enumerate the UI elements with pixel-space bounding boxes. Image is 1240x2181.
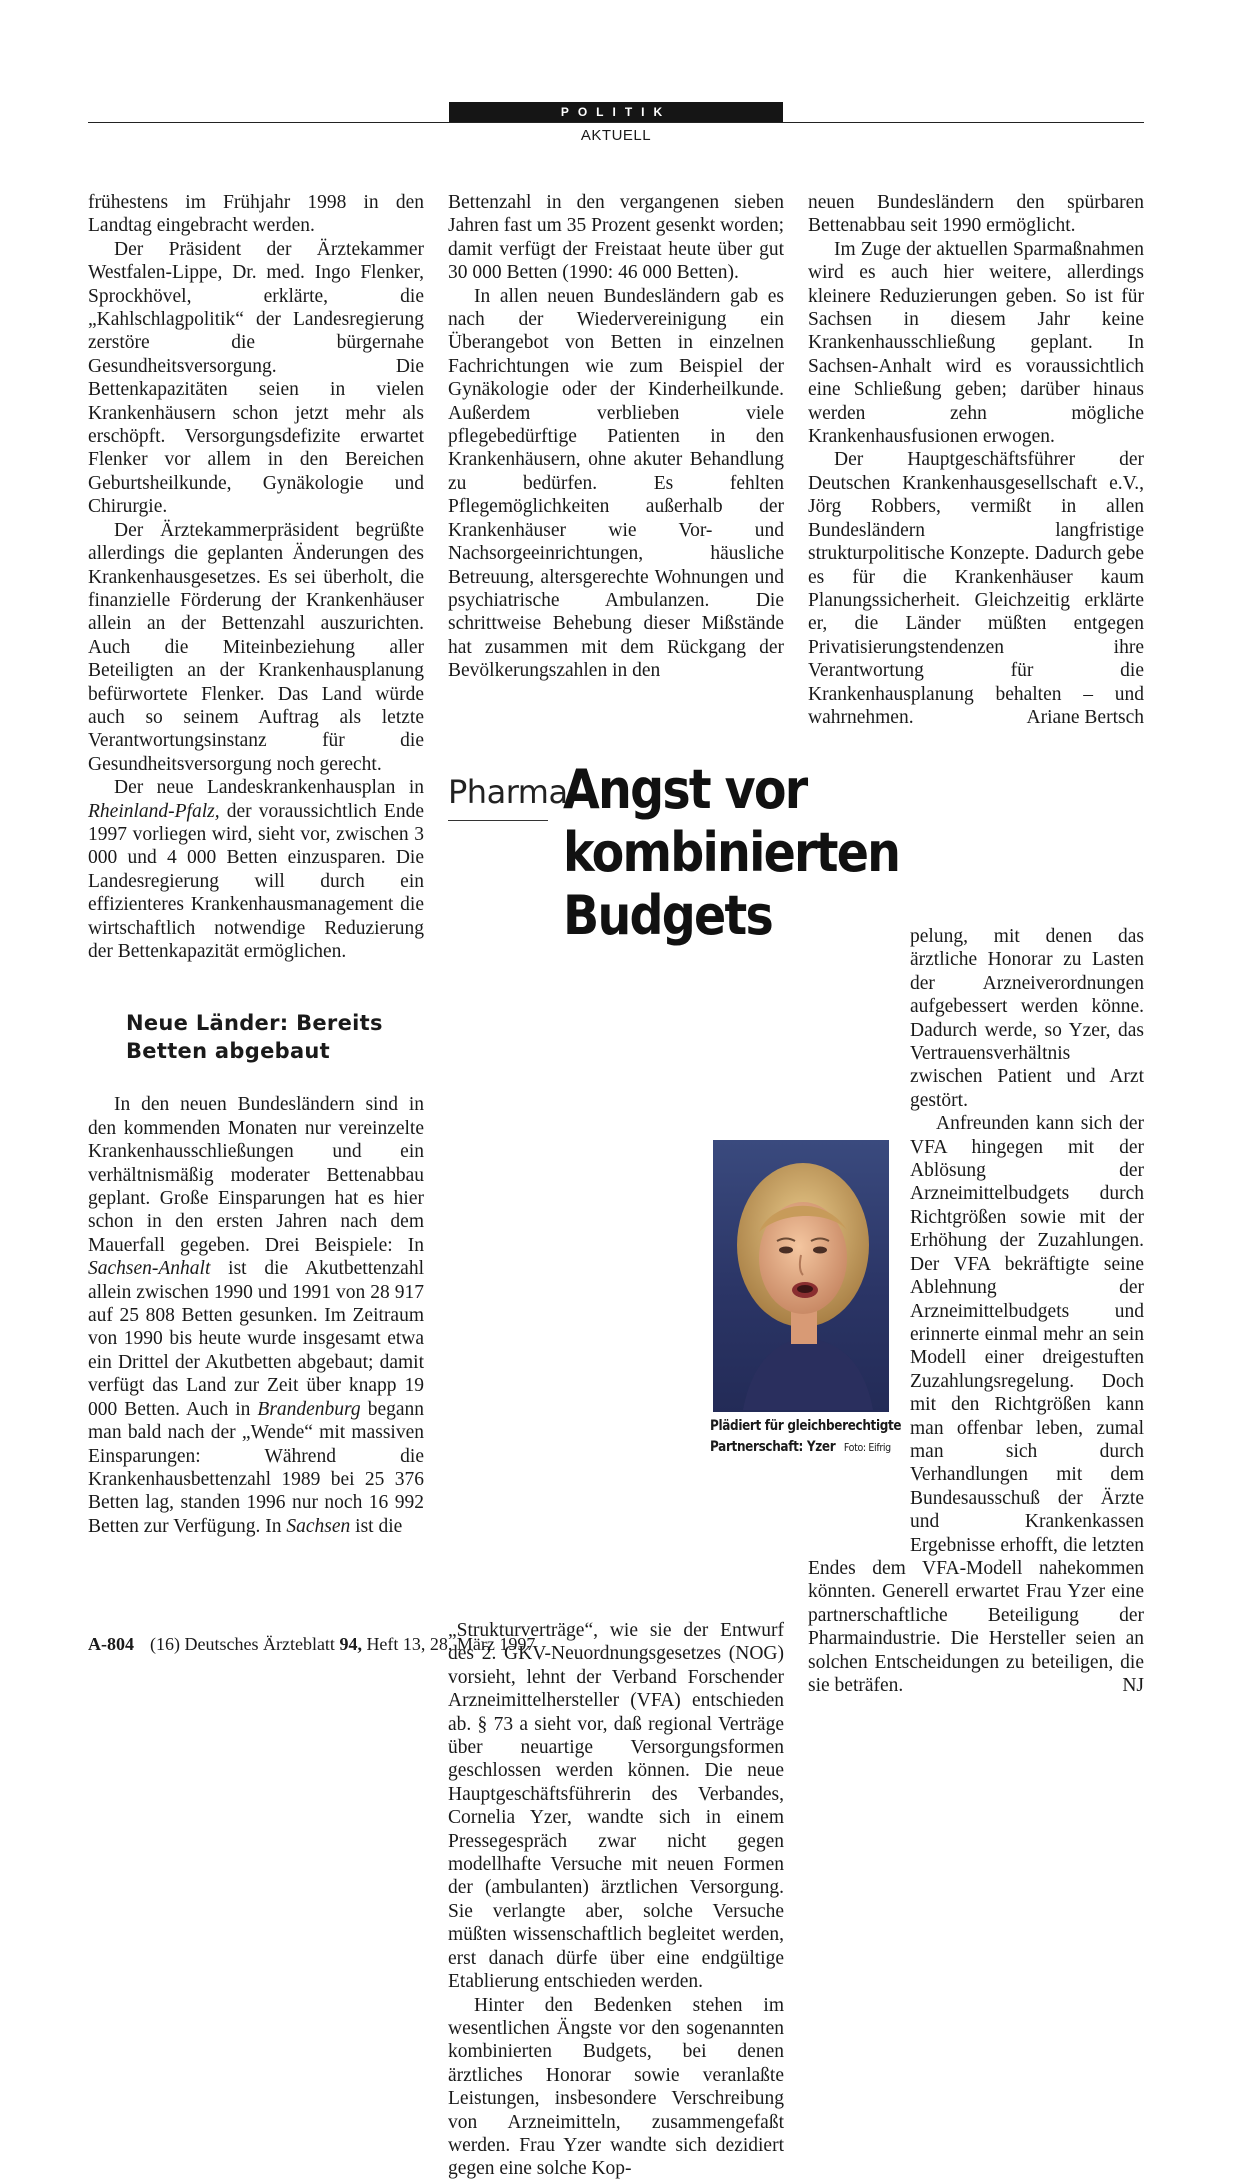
header-rule [88, 122, 1144, 123]
place-name: Sachsen [286, 1515, 351, 1537]
paragraph: neuen Bundesländern den spürbaren Bettenabbau seit 1990 ermöglicht. [808, 192, 1144, 237]
paragraph: Im Zuge der aktuellen Sparmaßnahmen wird es auch hier weitere, allerdings kleinere Reduzierungen geben. So ist für Sachsen in diesem Jahr keine Krankenhausschließung geplant. In Sachsen-Anhalt wird es voraussichtlich eine Schließung geben; darüber hinaus werden zehn mögliche Krankenhausfusionen erwogen. [808, 238, 1144, 448]
paragraph: In den neuen Bundesländern sind in den kommenden Monaten nur vereinzelte Krankenhausschließungen und ein verhältnismäßig moderater Bettenabbau geplant. Große Einsparungen hat es hier schon in den ersten Jahren nach dem Mauerfall gegeben. Drei Beispiele: In Sachsen-Anhalt ist die Akutbettenzahl allein zwischen 1990 und 1991 von 28 917 auf 25 808 Betten gesunken. Im Zeitraum von 1990 bis heute wurde insgesamt etwa ein Drittel der Akutbetten abgebaut; damit verfügt das Land zur Zeit über knapp 19 000 Betten. Auch in Brandenburg begann man bald nach der „Wende“ mit massiven Einsparungen: Während die Krankenhausbettenzahl 1989 bei 25 376 Betten lag, standen 1996 nur noch 16 992 Betten zur Verfügung. In Sachsen ist die [88, 1094, 425, 1537]
paragraph: pelung, mit denen das ärztliche Honorar zu Lasten der Arzneiverordnungen aufgebessert werden könne. Dadurch werde, so Yzer, das Vertrauensverhältnis zwischen Patient und Arzt gestört. [910, 926, 1144, 1111]
portrait-illustration [713, 1140, 889, 1412]
place-name: Brandenburg [257, 1398, 361, 1420]
caption-line-2: Partnerschaft: Yzer Foto: Eifrig [710, 1439, 891, 1455]
paragraph: Der Ärztekammerpräsident begrüßte allerdings die geplanten Änderungen des Krankenhausgesetzes. Es sei überholt, die finanzielle Förderung der Krankenhäuser allein an der Bettenzahl auszurichten. Auch die Miteinbeziehung aller Beteiligten an der Krankenhausplanung befürwortete Flenker. Das Land würde auch so seinem Auftrag als letzte Verantwortungsinstanz für die Gesundheitsversorgung noch gerecht. [88, 519, 424, 775]
page-footer [88, 1633, 535, 1655]
paragraph: „Strukturverträge“, wie sie der Entwurf des 2. GKV-Neuordnungsgesetzes (NOG) vorsieht, lehnt der Verband Forschender Arzneimittelhersteller (VFA) entschieden ab. § 73 a sieht vor, daß regional Verträge über neuartige Versorgungsformen geschlossen werden können. Die neue Hauptgeschäftsführerin des Verbandes, Cornelia Yzer, wandte sich in einem Pressegespräch zwar nicht gegen modellhafte Versuche mit neuen Formen der (ambulanten) ärztlichen Versorgung. Sie verlangte aber, solche Versuche müßten wissenschaftlich begleitet werden, erst danach dürfe über eine endgültige Etablierung entschieden werden. [448, 1620, 784, 1993]
place-name: Sachsen-Anhalt [88, 1258, 211, 1280]
photo-caption [710, 1416, 902, 1458]
author-byline: NJ [1122, 1675, 1144, 1696]
article-kicker: Pharma [448, 773, 568, 811]
paragraph: Der Präsident der Ärztekammer Westfalen-Lippe, Dr. med. Ingo Flenker, Sprockhövel, erklärte, die „Kahlschlagpolitik“ der Landesregierung zerstöre die bürgernahe Gesundheitsversorgung. Die Bettenkapazitäten seien in vielen Krankenhäusern schon jetzt mehr als erschöpft. Versorgungsdefizite erwartet Flenker vor allem in den Bereichen Geburtsheilkunde, Gynäkologie und Chirurgie. [88, 238, 424, 518]
caption-line-1: Plädiert für gleichberechtigte [710, 1418, 902, 1434]
column-2-pharma [448, 925, 784, 2181]
photo-credit: Foto: Eifrig [843, 1441, 891, 1454]
page-number: A-804 [88, 1634, 134, 1654]
subheading: Neue Länder: Bereits Betten abgebaut [126, 1011, 383, 1064]
place-name: Rheinland-Pfalz, [88, 800, 220, 822]
column-2-top [448, 191, 784, 683]
citation-prefix: (16) Deutsches Ärzteblatt [150, 1634, 340, 1654]
subsection-label: AKTUELL [580, 127, 652, 144]
section-label: POLITIK [449, 102, 783, 122]
paragraph: Anfreunden kann sich der VFA hingegen mit der Ablösung der Arzneimittelbudgets durch Richtgrößen sowie mit der Erhöhung der Zuzahlungen. Der VFA bekräftigte seine Ablehnung der Arzneimittelbudgets und erinnerte einmal mehr an sein Modell einer dreigestuften Zuzahlungsregelung. Doch mit den Richtgrößen kann man offenbar leben, zumal man sich durch Verhandlungen mit dem Bundesausschuß der Ärzte und Krankenkassen Ergebnisse erhofft, die letzten Endes dem VFA-Modell nahekommen könnten. Generell erwartet Frau Yzer eine partnerschaftliche Beteiligung der Pharmaindustrie. Die Hersteller seien an solchen Entscheidungen zu beteiligen, die sie beträfen. NJ [808, 1113, 1144, 1696]
portrait-photo [713, 1140, 889, 1412]
article-headline [563, 758, 1091, 947]
paragraph: In allen neuen Bundesländern gab es nach der Wiedervereinigung ein Überangebot von Betten in einzelnen Fachrichtungen wie zum Beispiel der Gynäkologie oder der Kinderheilkunde. Außerdem verblieben viele pflegebedürftige Patienten in den Krankenhäusern, ohne akuter Behandlung zu bedürfen. Es fehlten Pflegemöglichkeiten außerhalb der Krankenhäuser wie Vor- und Nachsorgeeinrichtungen, häusliche Betreuung, altersgerechte Wohnungen und psychiatrische Ambulanzen. Die schrittweise Behebung dieser Mißstände hat zusammen mit dem Rückgang der Bevölkerungszahlen in den [448, 285, 784, 682]
headline-line-2: kombinierten Budgets [563, 821, 900, 947]
headline-line-1: Angst vor [563, 758, 807, 821]
volume-number: 94, [339, 1634, 362, 1654]
column-1 [88, 191, 424, 1538]
paragraph: Hinter den Bedenken stehen im wesentlichen Ängste vor den sogenannten kombinierten Budgets, bei denen ärztliches Honorar sowie veranlaßte Leistungen, insbesondere Verschreibung von Arzneimitteln, zusammengefaßt werden. Frau Yzer wandte sich dezidiert gegen eine solche Kop- [448, 1994, 784, 2180]
kicker-underline [448, 820, 548, 821]
paragraph: Der Hauptgeschäftsführer der Deutschen Krankenhausgesellschaft e.V., Jörg Robbers, vermißt in allen Bundesländern langfristige strukturpolitische Konzepte. Dadurch gebe es für die Krankenhäuser kaum Planungssicherheit. Gleichzeitig erklärte er, die Länder müßten entgegen Privatisierungstendenzen ihre Verantwortung für die Krankenhausplanung behalten – und wahrnehmen. Ariane Bertsch [808, 449, 1144, 728]
paragraph: frühestens im Frühjahr 1998 in den Landtag eingebracht werden. [88, 192, 424, 237]
author-byline: Ariane Bertsch [1026, 706, 1144, 728]
column-3-top [808, 191, 1144, 729]
paragraph: Der neue Landeskrankenhausplan in Rheinland-Pfalz, der voraussichtlich Ende 1997 vorliegen wird, sieht vor, zwischen 3 000 und 4 000 Betten einzusparen. Die Landesregierung will durch ein effizienteres Krankenhausmanagement die wirtschaftlich notwendige Reduzierung der Bettenkapazität ermöglichen. [88, 777, 424, 962]
paragraph: Bettenzahl in den vergangenen sieben Jahren fast um 35 Prozent gesenkt worden; damit verfügt der Freistaat heute über gut 30 000 Betten (1990: 46 000 Betten). [448, 192, 784, 284]
citation-suffix: Heft 13, 28. März 1997 [361, 1634, 536, 1654]
